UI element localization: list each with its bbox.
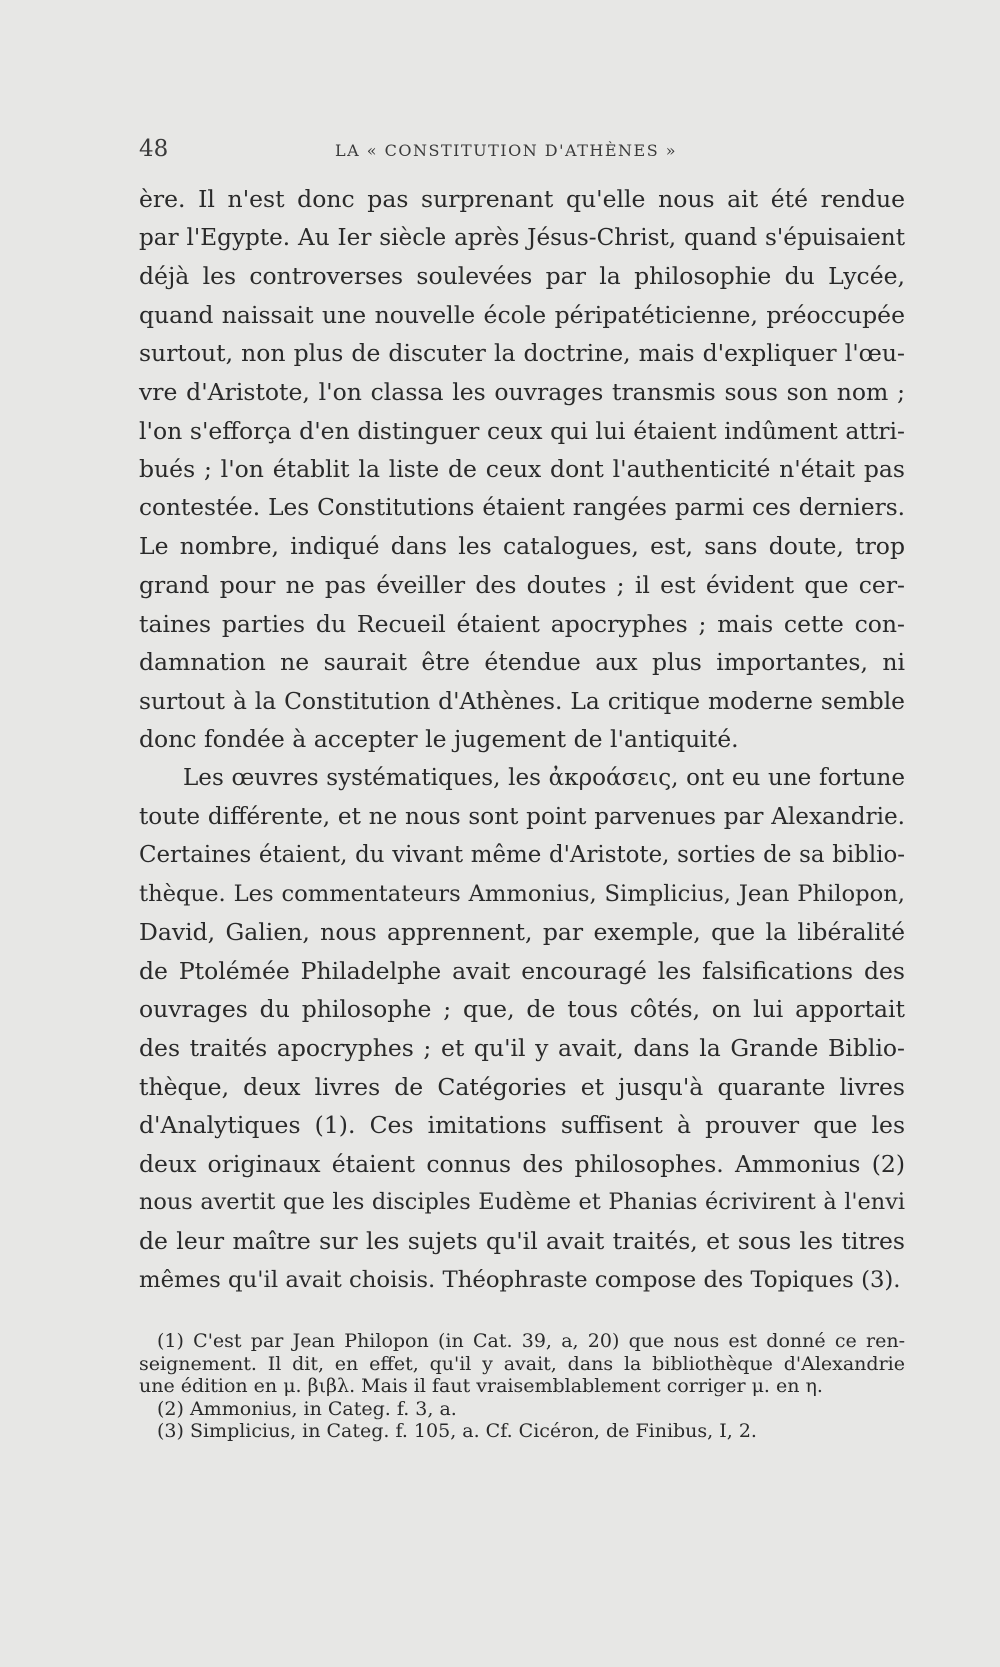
body-text xyxy=(139,180,905,1299)
footnote-2 xyxy=(139,1398,905,1421)
footnote-line: seignement. Il dit, en effet, qu'il y avait, dans la bibliothèque d'Alexandrie xyxy=(139,1352,905,1375)
text-line: deux originaux étaient connus des philosophes. Ammonius (2) xyxy=(139,1149,905,1178)
page-header xyxy=(139,136,719,166)
paragraph-2 xyxy=(139,759,905,1299)
text-line: toute différente, et ne nous sont point parvenues par Alexandrie. xyxy=(139,803,905,830)
text-line: Les œuvres systématiques, les ἀκροάσεις, ont eu une fortune xyxy=(183,764,905,791)
text-line: surtout, non plus de discuter la doctrine, mais d'expliquer l'œu- xyxy=(139,339,905,368)
text-line: donc fondée à accepter le jugement de l'antiquité. xyxy=(139,725,739,754)
text-line: bués ; l'on établit la liste de ceux dont l'authenticité n'était pas xyxy=(139,455,905,484)
footnote-3 xyxy=(139,1420,905,1443)
footnote-line: une édition en μ. βιβλ. Mais il faut vraisemblablement corriger μ. en η. xyxy=(139,1375,823,1397)
footnote-line: (1) C'est par Jean Philopon (in Cat. 39, a, 20) que nous est donné ce ren- xyxy=(157,1330,905,1352)
text-line: ouvrages du philosophe ; que, de tous côtés, on lui apportait xyxy=(139,995,905,1024)
paragraph-1 xyxy=(139,180,905,759)
text-line: Certaines étaient, du vivant même d'Aristote, sorties de sa biblio- xyxy=(139,842,905,869)
footnote-line: (2) Ammonius, in Categ. f. 3, a. xyxy=(157,1397,457,1420)
text-line: nous avertit que les disciples Eudème et Phanias écrivirent à l'envi xyxy=(139,1189,905,1216)
text-line: de Ptolémée Philadelphe avait encouragé les falsifications des xyxy=(139,956,905,985)
text-line: par l'Egypte. Au Ier siècle après Jésus-Christ, quand s'épuisaient xyxy=(139,224,905,251)
text-line: damnation ne saurait être étendue aux plus importantes, ni xyxy=(139,648,905,677)
text-line: Le nombre, indiqué dans les catalogues, est, sans doute, trop xyxy=(139,532,905,561)
text-line: grand pour ne pas éveiller des doutes ; il est évident que cer- xyxy=(139,570,905,599)
text-line: thèque, deux livres de Catégories et jusqu'à quarante livres xyxy=(139,1072,905,1101)
text-line: thèque. Les commentateurs Ammonius, Simplicius, Jean Philopon, xyxy=(139,880,905,907)
text-line: d'Analytiques (1). Ces imitations suffisent à prouver que les xyxy=(139,1111,905,1140)
text-line: ère. Il n'est donc pas surprenant qu'elle nous ait été rendue xyxy=(139,185,905,213)
footnotes xyxy=(139,1330,905,1443)
text-line: quand naissait une nouvelle école péripatéticienne, préoccupée xyxy=(139,300,905,329)
page-number: 48 xyxy=(139,136,169,162)
running-title: LA « CONSTITUTION D'ATHÈNES » xyxy=(335,141,678,160)
text-line: des traités apocryphes ; et qu'il y avait, dans la Grande Biblio- xyxy=(139,1034,905,1063)
text-line: déjà les controverses soulevées par la philosophie du Lycée, xyxy=(139,262,905,291)
text-line: mêmes qu'il avait choisis. Théophraste compose des Topiques (3). xyxy=(139,1266,901,1293)
text-line: vre d'Aristote, l'on classa les ouvrages transmis sous son nom ; xyxy=(139,377,905,406)
text-line: contestée. Les Constitutions étaient rangées parmi ces derniers. xyxy=(139,493,905,521)
text-line: de leur maître sur les sujets qu'il avait traités, et sous les titres xyxy=(139,1227,905,1256)
text-line: l'on s'efforça d'en distinguer ceux qui lui étaient indûment attri- xyxy=(139,416,905,445)
text-line: David, Galien, nous apprennent, par exemple, que la libéralité xyxy=(139,918,905,947)
text-line: taines parties du Recueil étaient apocryphes ; mais cette con- xyxy=(139,609,905,638)
footnote-line: (3) Simplicius, in Categ. f. 105, a. Cf. Cicéron, de Finibus, I, 2. xyxy=(157,1420,757,1442)
footnote-1 xyxy=(139,1330,905,1398)
text-line: surtout à la Constitution d'Athènes. La critique moderne semble xyxy=(139,686,905,715)
